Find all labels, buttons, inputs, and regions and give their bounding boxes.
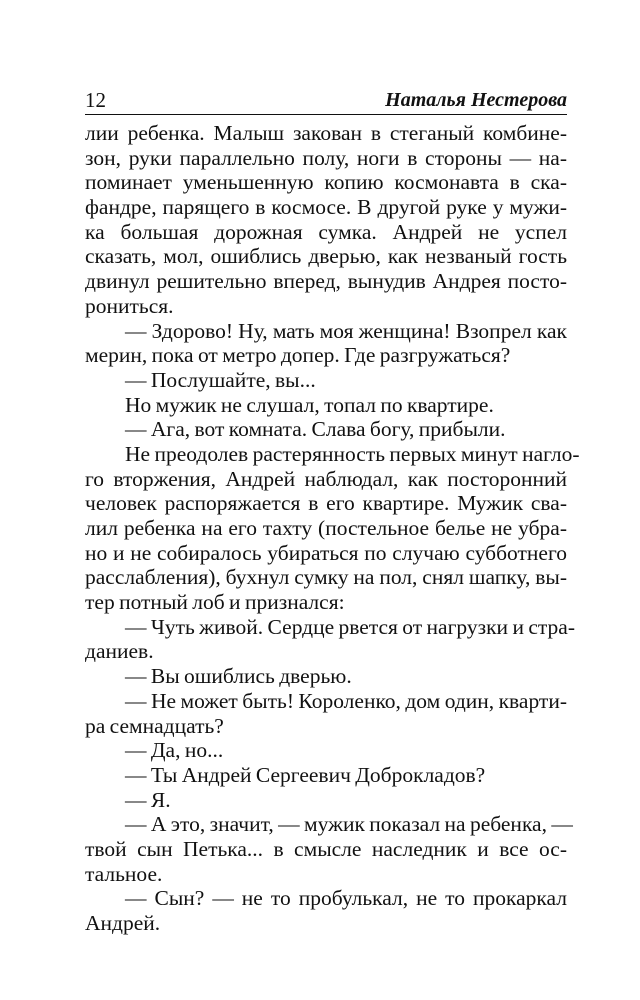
text-line: но и не собиралось убираться по случаю субботнего [85, 540, 567, 565]
text-line: — Я. [125, 787, 171, 812]
text-line: — Ага, вот комната. Слава богу, прибыли. [125, 417, 506, 442]
text-line: мерин, пока от метро допер. Где разгружаться? [85, 343, 511, 368]
text-line: рониться. [85, 293, 174, 318]
text-line: Не преодолев растерянность первых минут нагло- [125, 441, 580, 466]
text-line: — А это, значит, — мужик показал на ребенка, — [125, 812, 573, 837]
text-line: зон, руки параллельно полу, ноги в стороны — на- [85, 145, 567, 170]
text-line: лил ребенка на его тахту (постельное белье не убра- [85, 516, 567, 540]
text-line: Андрей. [85, 911, 161, 935]
text-line: фандре, парящего в космосе. В другой руке у мужи- [85, 195, 567, 220]
text-line: расслабления), бухнул сумку на пол, снял шапку, вы- [85, 565, 567, 590]
text-line: даниев. [85, 639, 154, 664]
page-number: 12 [85, 88, 106, 112]
text-line: ка большая дорожная сумка. Андрей не успел [85, 219, 567, 244]
text-line: тер потный лоб и признался: [85, 590, 345, 615]
text-line: ра семнадцать? [85, 713, 224, 738]
text-line: сказать, мол, ошиблись дверью, как незваный гость [85, 244, 567, 269]
text-line: лии ребенка. Малыш закован в стеганый комбине- [85, 121, 567, 145]
text-line: — Вы ошиблись дверью. [125, 664, 352, 689]
body-text [85, 121, 580, 936]
text-line: Но мужик не слушал, топал по квартире. [125, 392, 494, 417]
text-line: го вторжения, Андрей наблюдал, как посторонний [85, 466, 567, 491]
text-line: — Не может быть! Короленко, дом один, кварти- [125, 688, 567, 713]
running-title: Наталья Нестерова [385, 89, 567, 111]
text-line: — Здорово! Ну, мать моя женщина! Взопрел как [125, 318, 567, 343]
text-line: — Да, но... [125, 738, 224, 763]
text-line: тальное. [85, 861, 163, 886]
text-line: — Послушайте, вы... [125, 367, 316, 392]
text-line: — Сын? — не то пробулькал, не то прокаркал [125, 886, 567, 911]
text-line: твой сын Петька... в смысле наследник и все ос- [85, 836, 567, 861]
text-line: — Ты Андрей Сергеевич Доброкладов? [125, 762, 486, 787]
running-head [85, 84, 567, 115]
text-line: человек распоряжается в его квартире. Мужик сва- [85, 491, 567, 516]
text-line: — Чуть живой. Сердце рвется от нагрузки и стра- [125, 614, 575, 639]
text-line: двинул решительно вперед, вынудив Андрея посто- [85, 269, 567, 294]
text-line: поминает уменьшенную копию космонавта в ска- [85, 170, 567, 195]
